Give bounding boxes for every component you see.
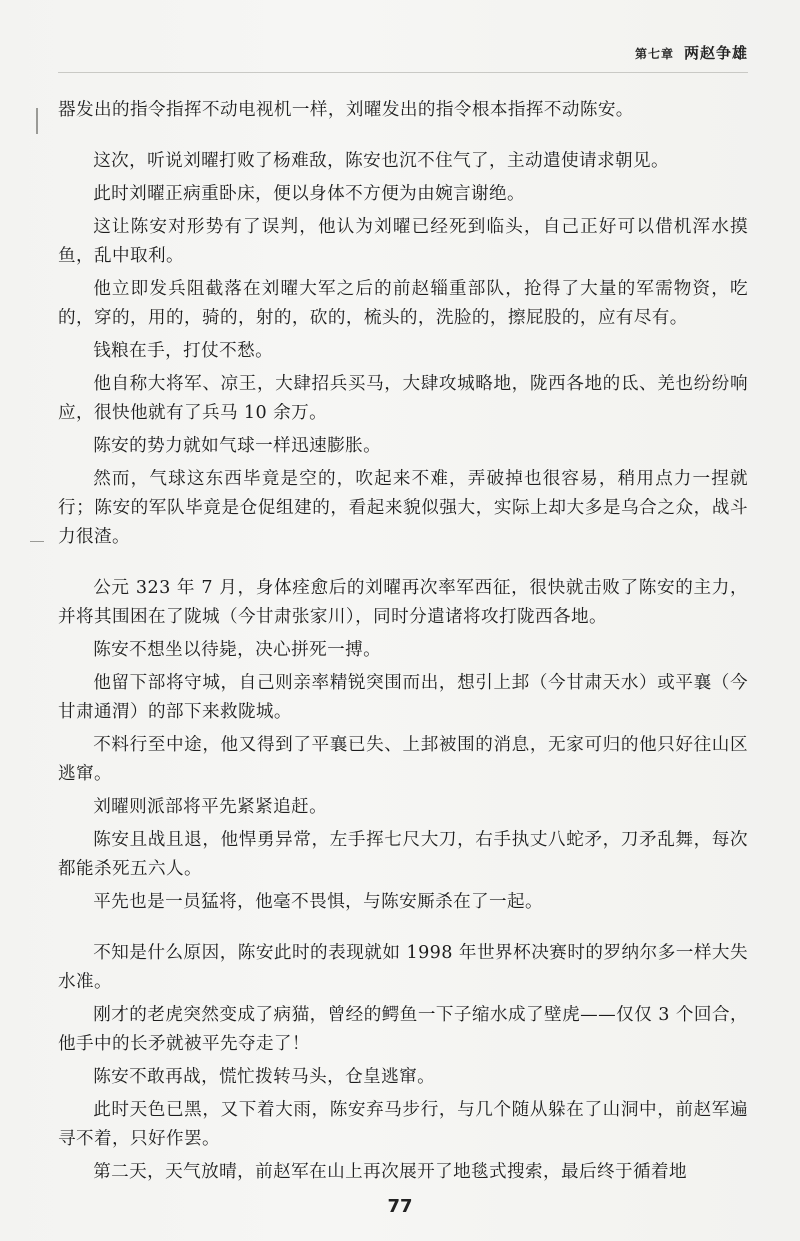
paragraph: 不料行至中途，他又得到了平襄已失、上邽被围的消息，无家可归的他只好往山区逃窜。 [58,735,748,784]
paragraph: 他自称大将军、凉王，大肆招兵买马，大肆攻城略地，陇西各地的氐、羌也纷纷响应，很快他就有了兵马 10 余万。 [58,374,748,423]
paragraph: 器发出的指令指挥不动电视机一样，刘曜发出的指令根本指挥不动陈安。 [58,100,634,120]
paragraph: 陈安且战且退，他悍勇异常，左手挥七尺大刀，右手执丈八蛇矛，刀矛乱舞，每次都能杀死五六人。 [58,830,748,879]
margin-dash [30,541,44,542]
paragraph: 公元 323 年 7 月，身体痊愈后的刘曜再次率军西征，很快就击败了陈安的主力，并将其围困在了陇城（今甘肃张家川），同时分遣诸将攻打陇西各地。 [58,578,748,627]
paragraph: 这次，听说刘曜打败了杨难敌，陈安也沉不住气了，主动遣使请求朝见。 [93,151,669,171]
paragraph: 他留下部将守城，自己则亲率精锐突围而出，想引上邽（今甘肃天水）或平襄（今甘肃通渭）的部下来救陇城。 [58,673,748,722]
paragraph: 此时天色已黑，又下着大雨，陈安弃马步行，与几个随从躲在了山洞中，前赵军遍寻不着，只好作罢。 [58,1100,748,1149]
chapter-title: 两赵争雄 [683,44,748,62]
paragraph: 刘曜则派部将平先紧紧追赶。 [93,797,328,817]
page-number: 77 [387,1196,413,1217]
chapter-label: 第七章 [634,47,674,61]
paragraph: 他立即发兵阻截落在刘曜大军之后的前赵辎重部队，抢得了大量的军需物资，吃的，穿的，用的，骑的，射的，砍的，梳头的，洗脸的，擦屁股的，应有尽有。 [58,279,748,328]
paragraph: 不知是什么原因，陈安此时的表现就如 1998 年世界杯决赛时的罗纳尔多一样大失水准。 [58,943,748,992]
paragraph: 刚才的老虎突然变成了病猫，曾经的鳄鱼一下子缩水成了壁虎——仅仅 3 个回合，他手中的长矛就被平先夺走了！ [58,1005,748,1054]
paragraph: 陈安的势力就如气球一样迅速膨胀。 [93,436,382,456]
header-rule [58,72,748,73]
paragraph: 此时刘曜正病重卧床，便以身体不方便为由婉言谢绝。 [93,184,526,204]
paragraph: 然而，气球这东西毕竟是空的，吹起来不难，弄破掉也很容易，稍用点力一捏就行；陈安的军队毕竟是仓促组建的，看起来貌似强大，实际上却大多是乌合之众，战斗力很渣。 [58,469,748,547]
paragraph: 这让陈安对形势有了误判，他认为刘曜已经死到临头，自己正好可以借机浑水摸鱼，乱中取利。 [58,217,748,266]
paragraph: 陈安不敢再战，慌忙拨转马头，仓皇逃窜。 [93,1067,436,1087]
paragraph: 陈安不想坐以待毙，决心拼死一搏。 [93,640,382,660]
paragraph: 第二天，天气放晴，前赵军在山上再次展开了地毯式搜索，最后终于循着地 [93,1162,687,1182]
body-text [58,96,748,1187]
running-header [635,42,748,63]
paragraph: 钱粮在手，打仗不愁。 [93,341,274,361]
paragraph: 平先也是一员猛将，他毫不畏惧，与陈安厮杀在了一起。 [93,892,544,912]
margin-mark [36,108,38,134]
